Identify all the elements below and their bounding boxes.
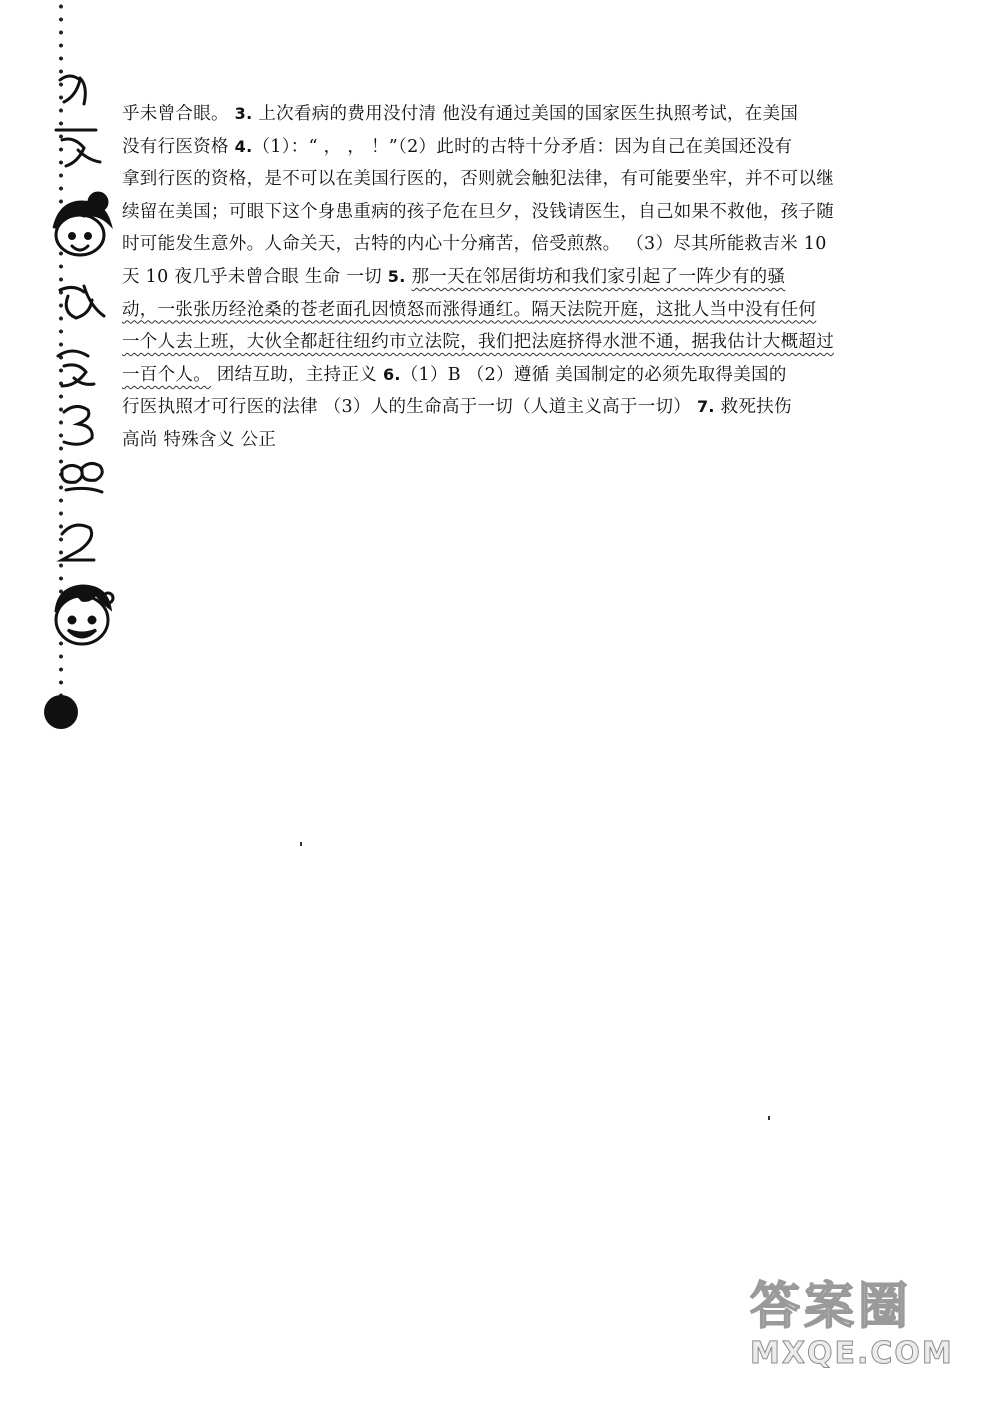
boy-face-icon (56, 586, 113, 644)
text-line-9 (122, 359, 917, 392)
text-segment: 行医执照才可行医的法律 （3）人的生命高于一切（人道主义高于一切） (122, 397, 697, 418)
text-segment: 救死扶伤 (714, 397, 792, 418)
text-segment: （1）：“ ， ， ！”（2）此时的古特十分矛盾：因为自己在美国还没有 (252, 136, 793, 157)
wavy-underlined-text: 那一天在邻居街坊和我们家引起了一阵少有的骚 (411, 266, 786, 287)
text-segment: 上次看病的费用没付清 他没有通过美国的国家医生执照考试，在美国 (252, 104, 799, 124)
question-number: 5. (387, 266, 406, 286)
text-line-3: 拿到行医的资格，是不可以在美国行医的，否则就会触犯法律，有可能要坐牢，并不可以继 (122, 169, 834, 190)
text-line-5: 时可能发生意外。人命关天，古特的内心十分痛苦，倍受煎熬。 （3）尽其所能救吉米 10 (122, 234, 827, 255)
text-line-2 (122, 131, 917, 164)
wavy-underlined-text: 动，一张张历经沧桑的苍老面孔因愤怒而涨得通红。 (122, 299, 532, 320)
text-line-11: 高尚 特殊含义 公正 (122, 429, 277, 450)
sidebar-decoration (38, 60, 128, 690)
text-line-7 (122, 294, 917, 327)
text-segment: 团结互助，主持正义 (211, 364, 383, 385)
wavy-underlined-text: 一百个人。 (122, 364, 211, 385)
question-number: 7. (696, 397, 715, 417)
wavy-underlined-text: 隔天法院开庭，这批人当中没有任何 (531, 299, 817, 320)
question-number: 6. (382, 364, 401, 384)
margin-end-dot (44, 695, 78, 729)
text-line-10 (122, 391, 917, 424)
girl-face-icon (54, 193, 110, 255)
watermark-url: MXQE.COM (750, 1336, 954, 1371)
scan-speck (300, 842, 302, 846)
site-watermark (750, 1276, 960, 1386)
sidebar-glyph-4 (58, 351, 94, 386)
sidebar-glyph-6 (62, 463, 102, 492)
text-segment: 天 10 夜几乎未曾合眼 生命 一切 (122, 266, 388, 287)
text-segment: 乎未曾合眼。 (122, 104, 235, 124)
text-segment: 没有行医资格 (122, 136, 235, 157)
text-line-4: 续留在美国；可眼下这个身患重病的孩子危在旦夕，没钱请医生，自己如果不救他，孩子随 (122, 201, 834, 222)
sidebar-glyph-5 (64, 406, 92, 444)
scan-speck (768, 1116, 770, 1120)
watermark-logo: 答案圈 (750, 1277, 912, 1335)
answer-text-block (122, 98, 917, 457)
question-number: 4. (234, 136, 253, 156)
text-line-8: 一个人去上班，大伙全都赶往纽约市立法院，我们把法庭挤得水泄不通，据我估计大概超过 (122, 332, 834, 353)
text-line-6 (122, 261, 917, 294)
sidebar-glyph-3 (60, 286, 104, 318)
sidebar-glyph-2 (56, 130, 100, 166)
sidebar-glyph-1 (60, 76, 85, 104)
text-line-1 (122, 98, 917, 131)
sidebar-glyph-7 (62, 525, 94, 560)
text-segment: （1）B （2）遵循 美国制定的必须先取得美国的 (400, 364, 787, 385)
question-number: 3. (234, 104, 253, 123)
